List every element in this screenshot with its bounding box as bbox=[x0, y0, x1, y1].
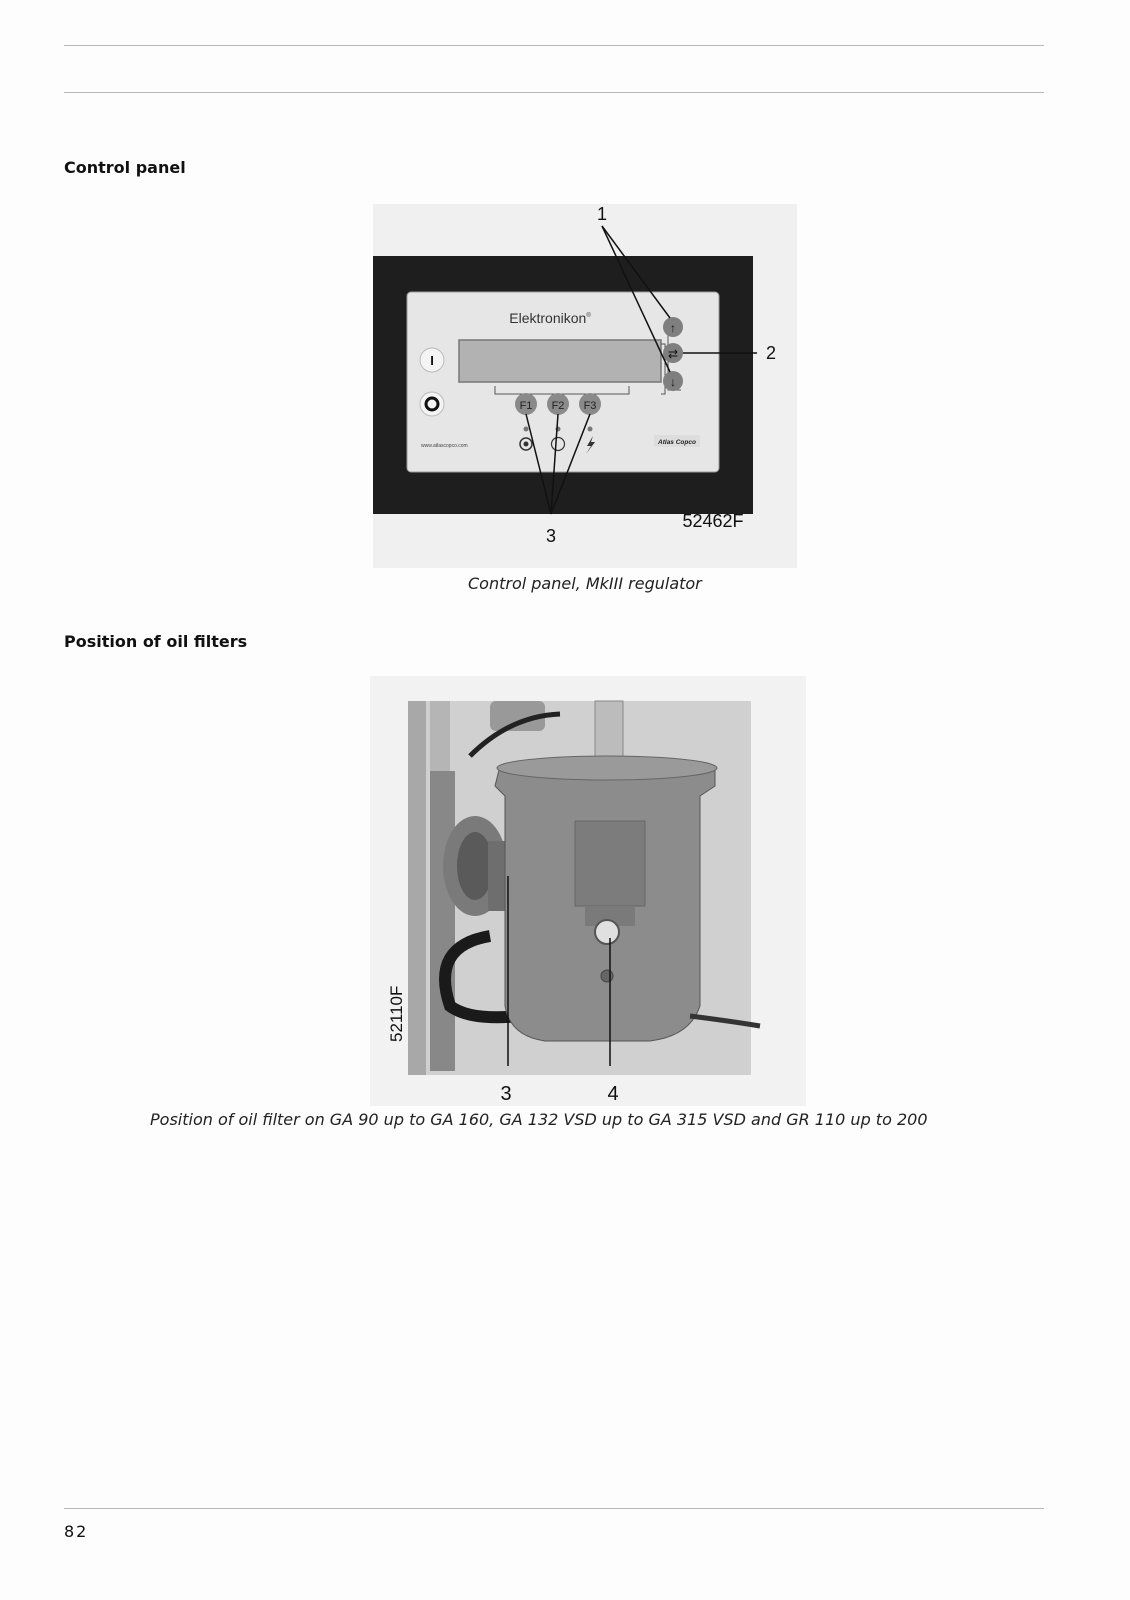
up-arrow-icon: ↑ bbox=[670, 321, 676, 335]
oil-filter-figure bbox=[370, 676, 806, 1106]
section-heading-control-panel: Control panel bbox=[64, 158, 186, 177]
caption-control-panel: Control panel, MkIII regulator bbox=[468, 574, 702, 593]
figure-code: 52110F bbox=[387, 985, 406, 1042]
tab-icon: ⇄ bbox=[667, 347, 679, 361]
section-heading-oil-filters: Position of oil filters bbox=[64, 632, 248, 651]
svg-text:F2: F2 bbox=[551, 400, 565, 412]
website-url: www.atlascopco.com bbox=[421, 443, 468, 449]
display-screen bbox=[459, 340, 661, 382]
callout-3: 3 bbox=[545, 526, 557, 546]
callout-3: 3 bbox=[500, 1083, 512, 1105]
svg-text:F1: F1 bbox=[519, 400, 533, 412]
svg-text:F3: F3 bbox=[583, 400, 597, 412]
callout-4: 4 bbox=[607, 1083, 619, 1105]
sight-glass bbox=[595, 920, 619, 944]
start-icon: I bbox=[430, 353, 434, 368]
figure-code: 52462F bbox=[682, 511, 744, 531]
page-number: 82 bbox=[64, 1522, 89, 1541]
brand-label: Elektronikon® bbox=[509, 310, 591, 326]
header-rule-bottom bbox=[64, 92, 1044, 93]
pipe bbox=[595, 701, 623, 761]
control-panel-figure bbox=[373, 204, 797, 568]
header-rule-top bbox=[64, 45, 1044, 46]
caption-oil-filter: Position of oil filter on GA 90 up to GA 160, GA 132 VSD up to GA 315 VSD and GR 110 up to 200 bbox=[150, 1110, 928, 1129]
stop-button bbox=[420, 392, 444, 416]
callout-2: 2 bbox=[765, 343, 777, 363]
callout-1: 1 bbox=[596, 204, 608, 224]
drain-plug bbox=[601, 970, 613, 982]
svg-text:Atlas Copco: Atlas Copco bbox=[658, 439, 696, 446]
footer-rule bbox=[64, 1508, 1044, 1509]
down-arrow-icon: ↓ bbox=[670, 375, 676, 389]
